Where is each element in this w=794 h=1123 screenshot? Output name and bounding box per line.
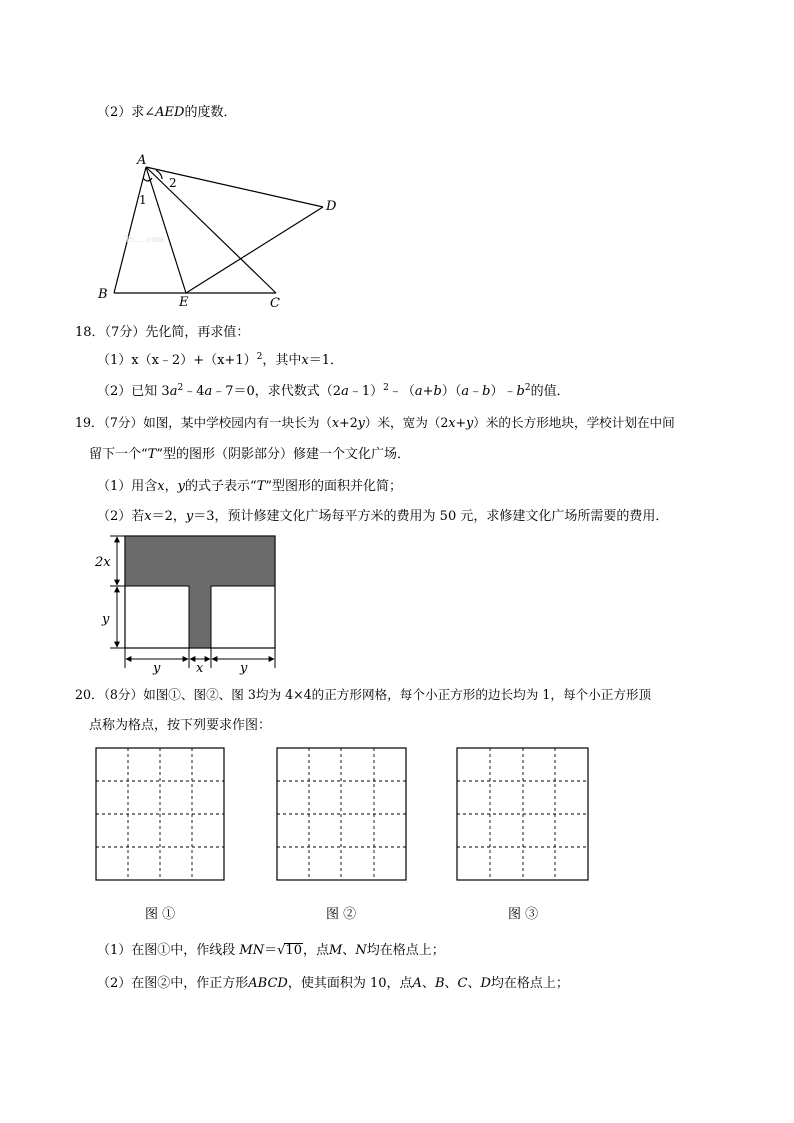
label-B: B — [98, 287, 108, 302]
q19-part1: （1）用含x，y的式子表示“T”型图形的面积并化简； — [97, 479, 402, 494]
grid-caption-1: 图 ① — [145, 907, 176, 922]
q19-line1: 19．（7分）如图，某中学校园内有一块长为（x+2y）米，宽为（2x+y）米的长方形地块，学校计划在中间 — [75, 415, 675, 430]
sqrt-symbol: √ — [277, 943, 286, 958]
q20-line2: 点称为格点，按下列要求作图： — [89, 718, 272, 733]
grid-caption-2: 图 ② — [326, 907, 357, 922]
angle-label-1: 1 — [139, 193, 147, 207]
label-y1: y — [153, 661, 161, 676]
grid-1 — [96, 748, 224, 880]
segment-AB — [114, 167, 146, 293]
q20-part1: （1）在图①中，作线段 MN＝√10，点M、N均在格点上； — [97, 943, 445, 958]
t-shape-figure — [0, 530, 794, 680]
q18-part1: $(1)x(x﹣2)+(x+1)^2$，其中x＝1． — [97, 352, 343, 368]
grid-2 — [277, 748, 406, 880]
label-y-left: y — [102, 612, 110, 627]
q19-line2: 留下一个“T”型的图形（阴影部分）修建一个文化广场． — [89, 447, 410, 462]
q18-heading: 18．（7分）先化简，再求值： — [75, 325, 250, 340]
q18-part2: （2）已知 $3a^2﹣4a﹣7=0$，求代数式$(2a﹣1)^2﹣(a+b)(a﹣b)﹣b^2$的值． — [97, 383, 570, 399]
triangle-figure — [0, 140, 794, 340]
segment-ED — [186, 207, 323, 293]
q19-part2: （2）若x＝2，y＝3，预计修建文化广场每平方米的费用为 50 元，求修建文化广场所需要的费用． — [97, 509, 669, 524]
label-D: D — [326, 199, 337, 214]
grid-3 — [457, 748, 588, 880]
grid-figures — [0, 745, 794, 885]
label-x: x — [196, 661, 204, 676]
q20-part2: （2）在图②中，作正方形ABCD，使其面积为 10，点A、B、C、D均在格点上； — [97, 976, 569, 991]
q20-line1: 20．（8分）如图①、图②、图 3均为 4×4的正方形网格，每个小正方形的边长均为 1，每个小正方形顶 — [75, 687, 652, 702]
grid-caption-3: 图 ③ — [508, 907, 539, 922]
watermark: Tc.....com — [125, 235, 164, 244]
q17-part2: （2）求∠AED的度数． — [97, 105, 237, 120]
label-y2: y — [240, 661, 248, 676]
label-C: C — [270, 296, 280, 311]
label-2x: 2x — [95, 555, 111, 570]
label-A: A — [137, 153, 147, 168]
angle-label-2: 2 — [169, 176, 177, 190]
label-E: E — [179, 295, 189, 310]
